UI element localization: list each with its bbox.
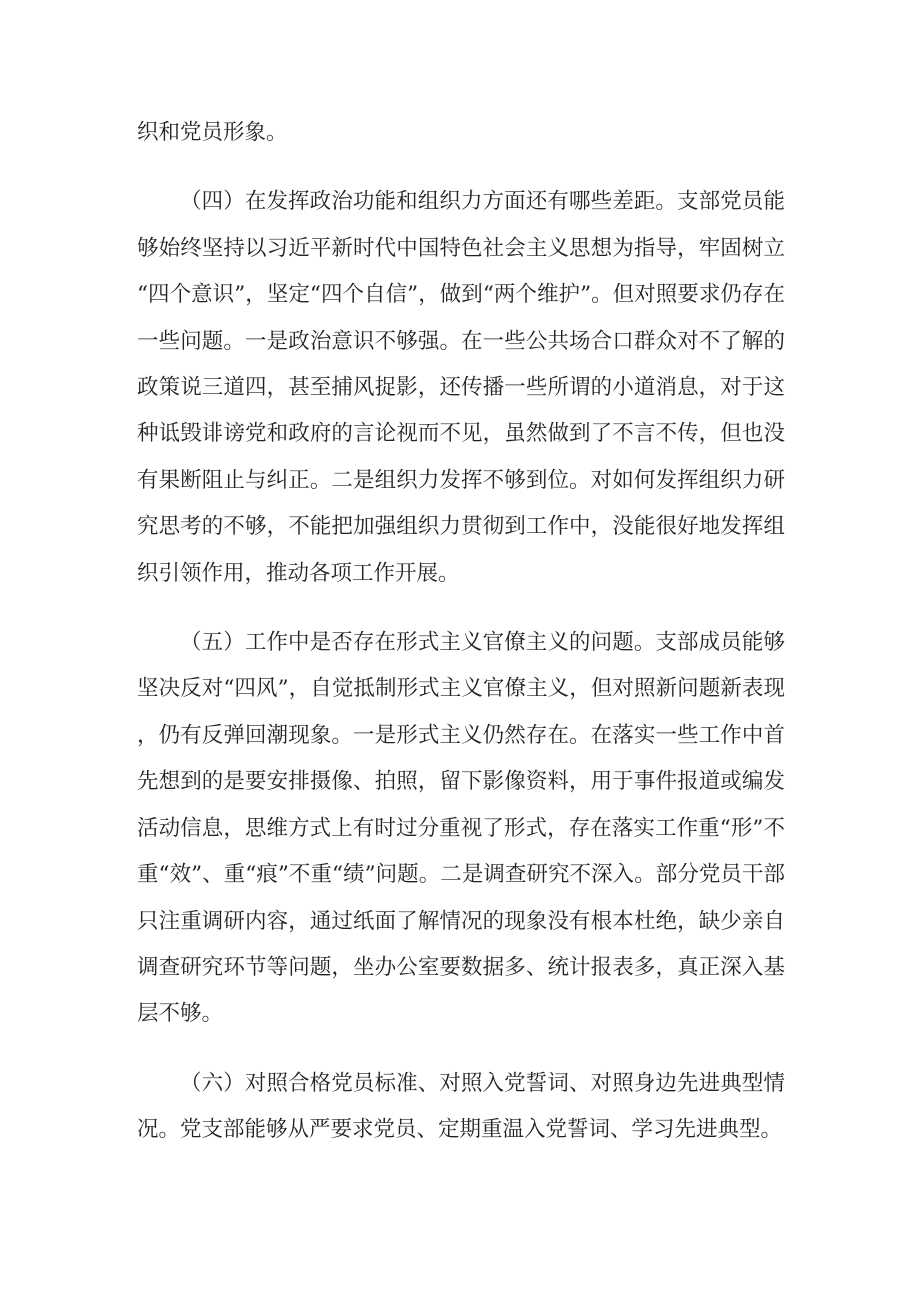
paragraph-section-6: （六）对照合格党员标准、对照入党誓词、对照身边先进典型情况。党支部能够从严要求党员、定期重温入党誓词、学习先进典型。 [137, 1070, 785, 1143]
paragraph-section-4: （四）在发挥政治功能和组织力方面还有哪些差距。支部党员能够始终坚持以习近平新时代中国特色社会主义思想为指导，牢固树立“四个意识”，坚定“四个自信”，做到“两个维护”。但对照要求仍存在一些问题。一是政治意识不够强。在一些公共场合口群众对不了解的政策说三道四，甚至捕风捉影，还传播一些所谓的小道消息，对于这种诋毁诽谤党和政府的言论视而不见，虽然做到了不言不传，但也没有果断阻止与纠正。二是组织力发挥不够到位。对如何发挥组织力研究思考的不够，不能把加强组织力贯彻到工作中，没能很好地发挥组织引领作用，推动各项工作开展。 [137, 189, 785, 586]
paragraph-section-5: （五）工作中是否存在形式主义官僚主义的问题。支部成员能够坚决反对“四风”，自觉抵制形式主义官僚主义，但对照新问题新表现，仍有反弹回潮现象。一是形式主义仍然存在。在落实一些工作中首先想到的是要安排摄像、拍照，留下影像资料，用于事件报道或编发活动信息，思维方式上有时过分重视了形式，存在落实工作重“形”不重“效”、重“痕”不重“绩”问题。二是调查研究不深入。部分党员干部只注重调研内容，通过纸面了解情况的现象没有根本杜绝，缺少亲自调查研究环节等问题，坐办公室要数据多、统计报表多，真正深入基层不够。 [137, 630, 785, 1027]
document-page [137, 110, 785, 1177]
paragraph-continuation: 织和党员形象。 [137, 120, 288, 145]
